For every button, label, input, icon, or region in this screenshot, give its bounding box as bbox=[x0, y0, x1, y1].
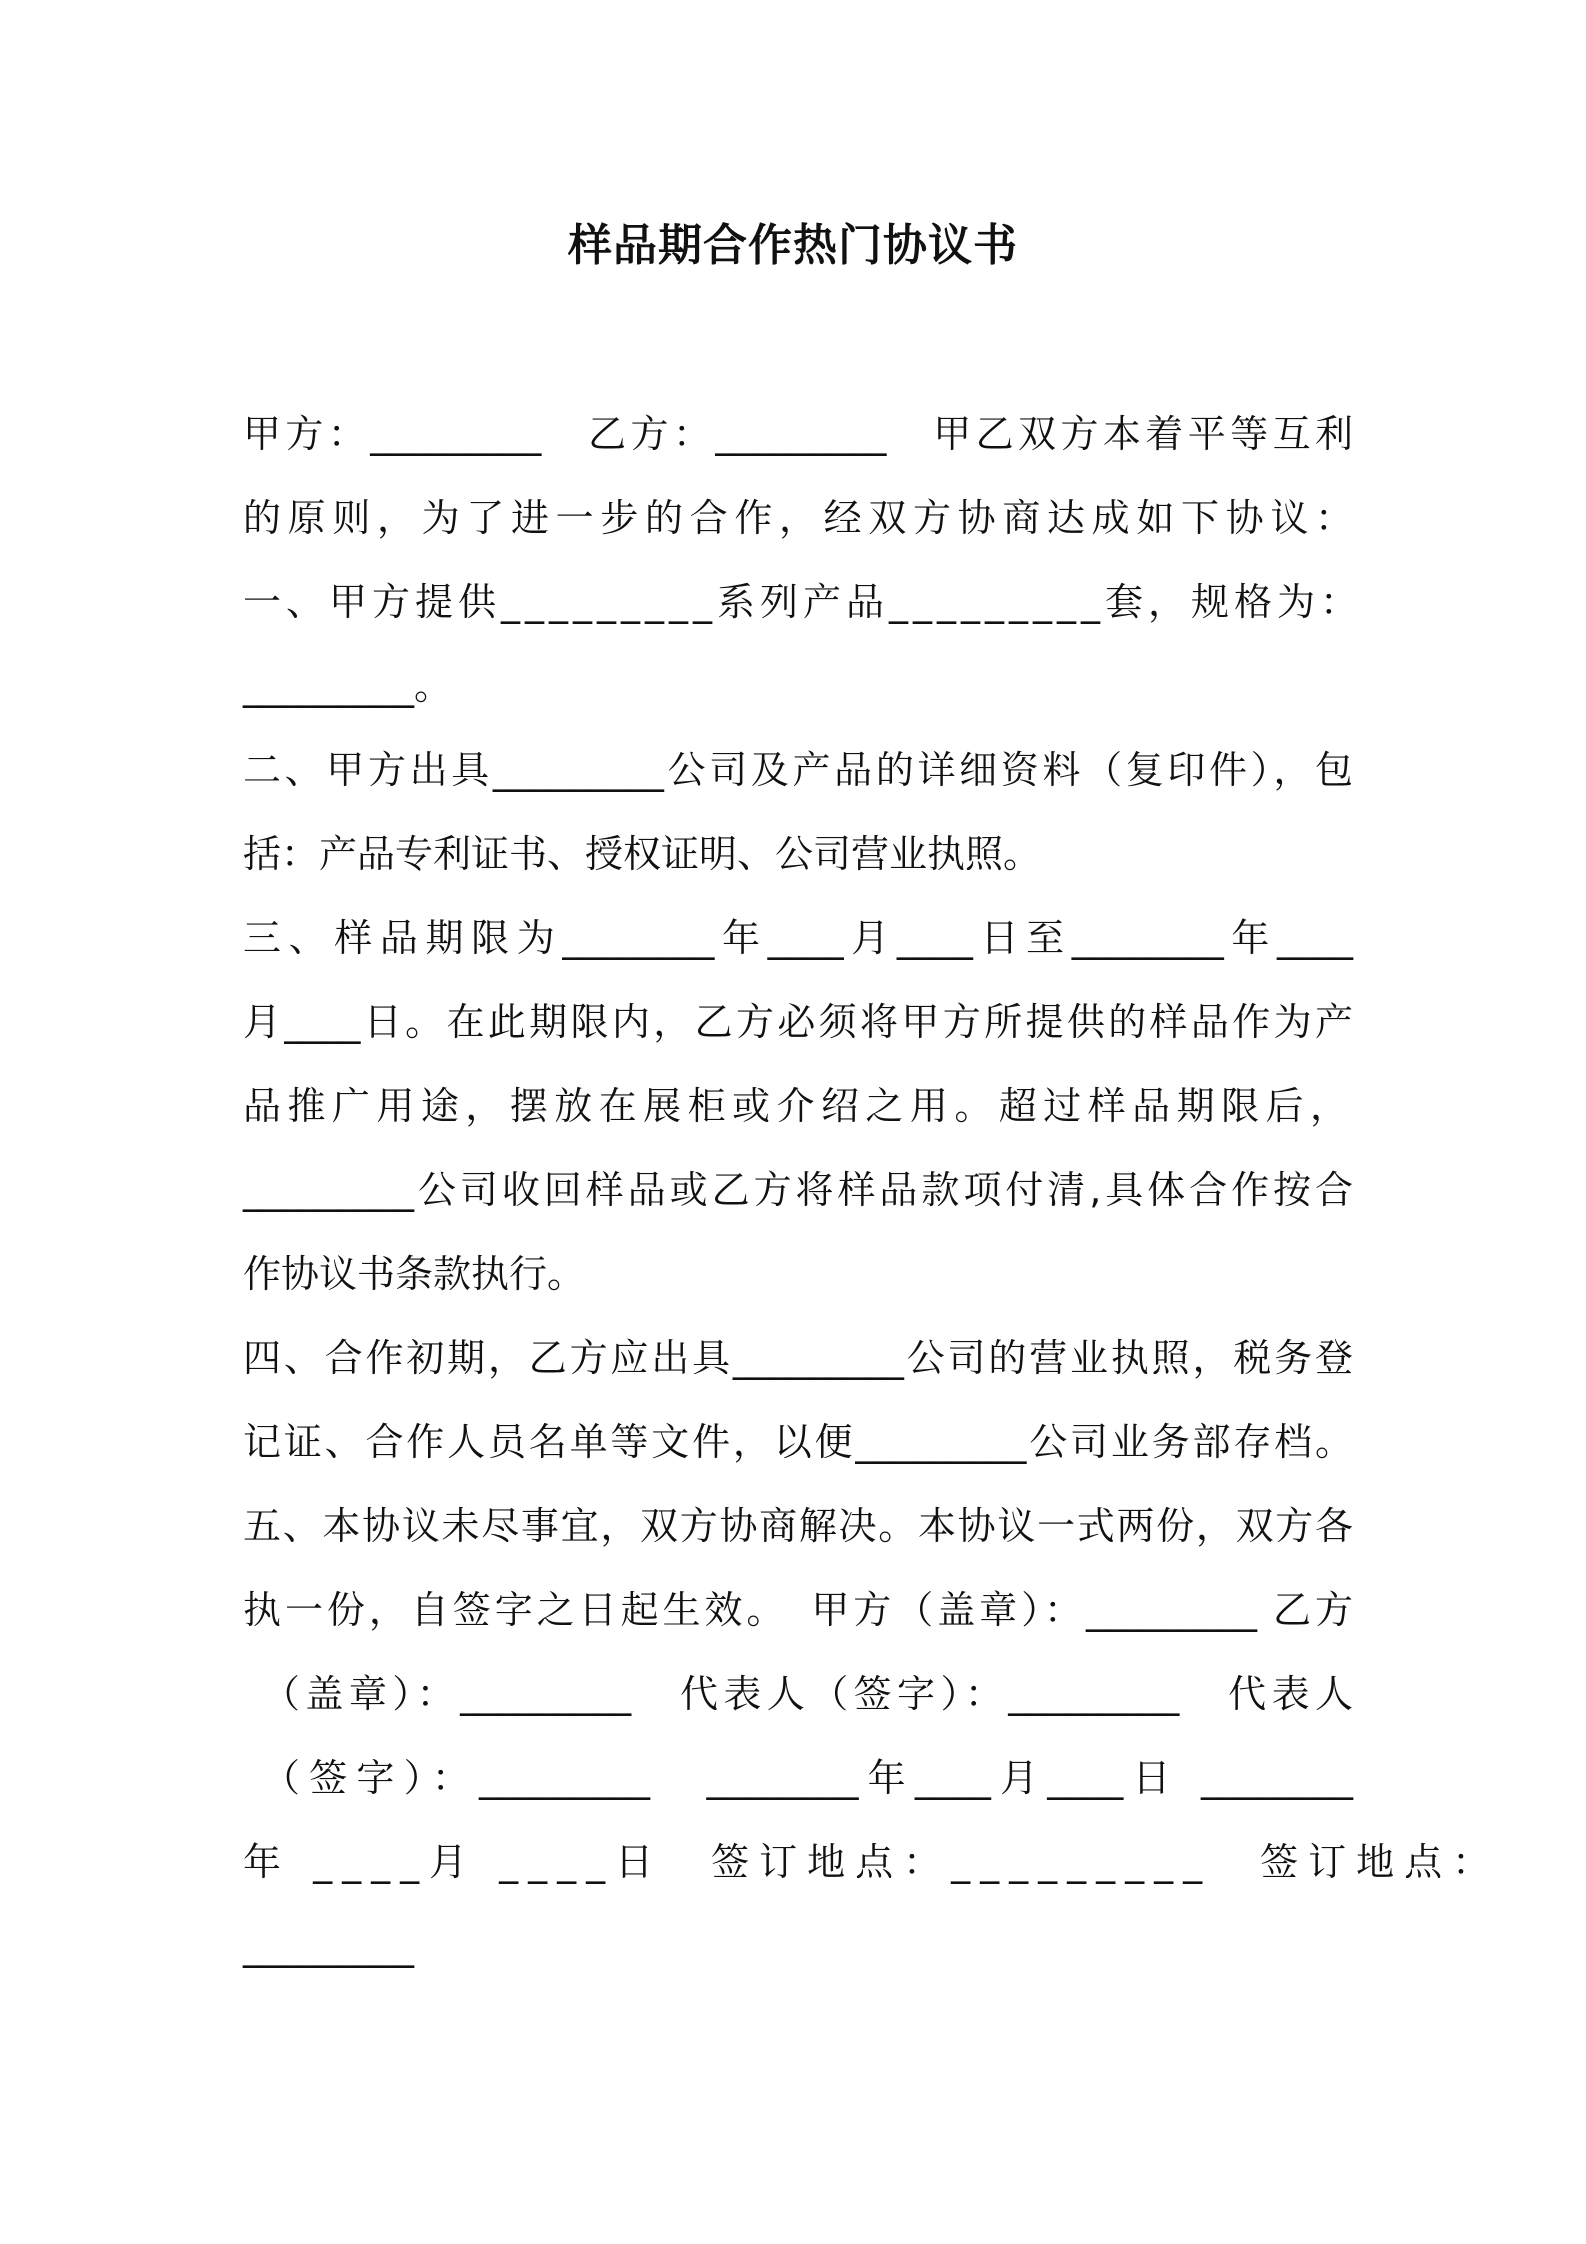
text-line-clause-3: 三、样品期限为________年____月____日至________年____ bbox=[243, 916, 1353, 960]
text-line-signing-place-blank: _________ bbox=[243, 1924, 414, 1968]
text-line-clause-3-cont-4: 作协议书条款执行。 bbox=[243, 1252, 586, 1296]
text-line-signature-date: （签字）：_________ ________年____月____日 ________ bbox=[262, 1756, 1353, 1800]
text-line-party-intro: 甲方：_________ 乙方：_________ 甲乙双方本着平等互利 bbox=[243, 412, 1353, 456]
text-line-clause-2-cont: 括：产品专利证书、授权证明、公司营业执照。 bbox=[243, 832, 1042, 876]
text-line-clause-5: 五、本协议未尽事宜，双方协商解决。本协议一式两份，双方各 bbox=[243, 1504, 1353, 1548]
text-line-clause-3-cont-2: 品推广用途，摆放在展柜或介绍之用。超过样品期限后， bbox=[243, 1084, 1353, 1128]
text-line-clause-4-cont: 记证、合作人员名单等文件，以便_________公司业务部存档。 bbox=[243, 1420, 1353, 1464]
text-line-clause-2: 二、甲方出具_________公司及产品的详细资料（复印件），包 bbox=[243, 748, 1353, 792]
text-line-signature-representative: （盖章）：_________ 代表人（签字）：_________ 代表人 bbox=[262, 1672, 1353, 1716]
text-line-signing-place: 年 ____月 ____日 签订地点：_________ 签订地点： bbox=[243, 1840, 1501, 1884]
text-line-clause-3-cont-3: _________公司收回样品或乙方将样品款项付清,具体合作按合 bbox=[243, 1168, 1353, 1212]
document-title: 样品期合作热门协议书 bbox=[568, 220, 1018, 271]
text-line-principle: 的原则，为了进一步的合作，经双方协商达成如下协议： bbox=[243, 496, 1353, 540]
text-line-clause-1: 一、甲方提供_________系列产品_________套，规格为： bbox=[243, 580, 1364, 624]
text-line-clause-1-spec: _________。 bbox=[243, 664, 453, 708]
text-line-clause-4: 四、合作初期，乙方应出具_________公司的营业执照，税务登 bbox=[243, 1336, 1353, 1380]
text-line-clause-3-cont-1: 月____日。在此期限内，乙方必须将甲方所提供的样品作为产 bbox=[243, 1000, 1353, 1044]
text-line-signature-party-a: 执一份，自签字之日起生效。 甲方（盖章）：_________ 乙方 bbox=[243, 1588, 1353, 1632]
